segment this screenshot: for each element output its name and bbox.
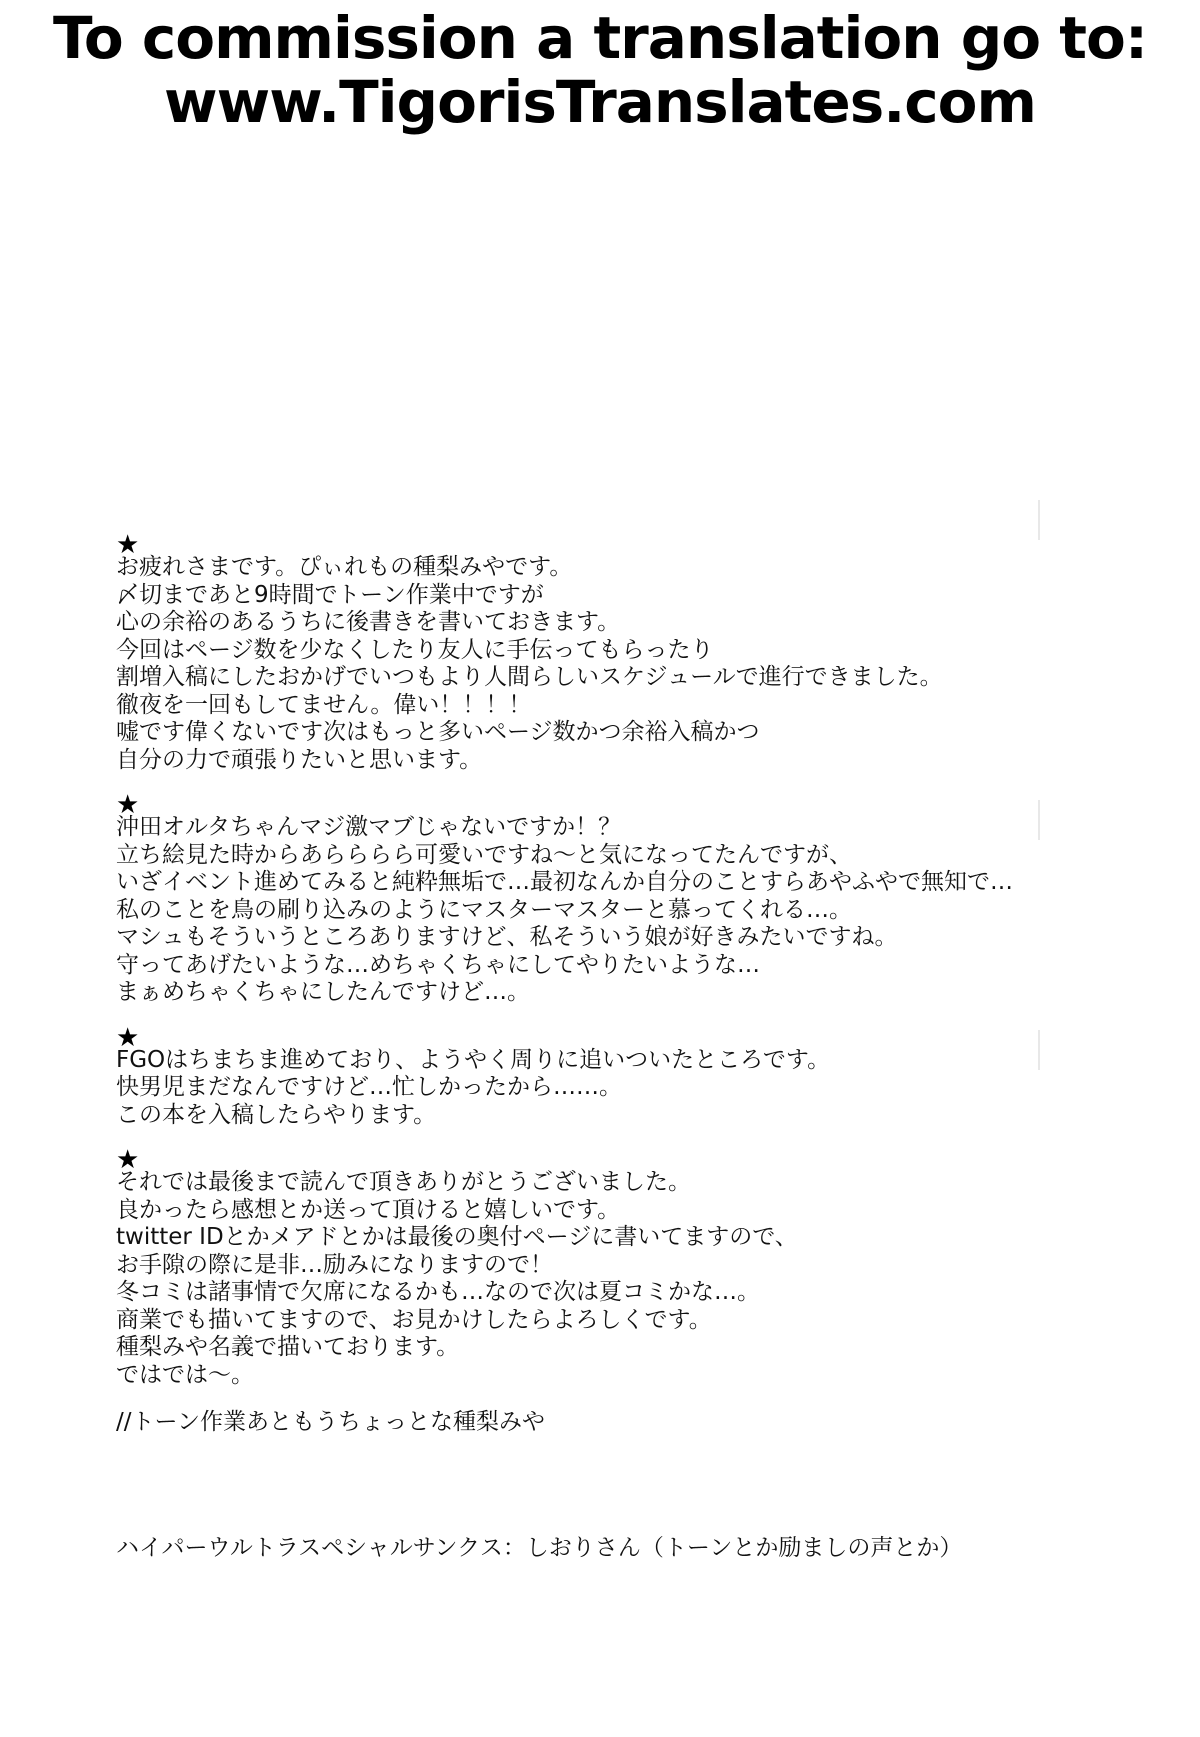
text-line: それでは最後まで読んで頂きありがとうございました。 (116, 1169, 691, 1195)
afterword-body (116, 532, 1176, 1562)
text-line: twitter IDとかメアドとかは最後の奥付ページに書いてますので、 (116, 1224, 798, 1250)
text-line: 守ってあげたいような…めちゃくちゃにしてやりたいような… (116, 951, 760, 978)
text-line: 良かったら感想とか送って頂けると嬉しいです。 (116, 1196, 621, 1223)
text-line: 今回はページ数を少なくしたり友人に手伝ってもらったり (116, 636, 714, 663)
author-signoff: //トーン作業あともうちょっとな種梨みや (116, 1409, 546, 1435)
text-line: 沖田オルタちゃんマジ激マブじゃないですか！？ (116, 814, 622, 840)
star-icon: ★ (116, 530, 140, 560)
text-line: ではでは～。 (116, 1361, 254, 1388)
text-line: 自分の力で頑張りたいと思います。 (116, 746, 483, 773)
text-line: 冬コミは諸事情で欠席になるかも…なので次は夏コミかな…。 (116, 1279, 760, 1305)
text-line: この本を入稿したらやります。 (116, 1101, 437, 1128)
header-line-website: www.TigorisTranslates.com (164, 68, 1036, 136)
text-line: FGOはちまちま進めており、ようやく周りに追いついたところです。 (116, 1046, 831, 1073)
text-line: まぁめちゃくちゃにしたんですけど…。 (116, 979, 530, 1005)
text-line: マシュもそういうところありますけど、私そういう娘が好きみたいですね。 (116, 924, 898, 950)
text-line: 嘘です偉くないです次はもっと多いページ数かつ余裕入稿かつ (116, 719, 760, 745)
text-line: 割増入稿にしたおかげでいつもより人間らしいスケジュールで進行できました。 (116, 664, 943, 690)
afterword-section-2 (116, 792, 1176, 1007)
text-line: 快男児まだなんですけど…忙しかったから……。 (116, 1074, 622, 1100)
text-line: 徹夜を一回もしてません。偉い！！！！ (116, 691, 532, 718)
afterword-section-4 (116, 1147, 1176, 1389)
special-thanks: ハイパーウルトラスペシャルサンクス：しおりさん（トーンとか励ましの声とか） (116, 1534, 963, 1561)
text-line: 心の余裕のあるうちに後書きを書いておきます。 (116, 609, 621, 635)
header-line-commission: To commission a translation go to: (52, 4, 1148, 72)
afterword-section-1 (116, 532, 1176, 774)
text-line: 商業でも描いてますので、お見かけしたらよろしくです。 (116, 1306, 712, 1333)
afterword-section-3 (116, 1022, 1176, 1130)
text-line: お手隙の際に是非…励みになりますので！ (116, 1251, 553, 1278)
text-line: お疲れさまです。ぴぃれもの種梨みやです。 (116, 554, 573, 580)
text-line: 種梨みや名義で描いております。 (116, 1334, 460, 1360)
text-line: 立ち絵見た時からあらららら可愛いですね～と気になってたんですが、 (116, 841, 852, 868)
translation-credit-header (0, 6, 1200, 134)
star-icon: ★ (116, 1145, 140, 1175)
star-icon: ★ (116, 1022, 140, 1053)
text-line: 〆切まであと9時間でトーン作業中ですが (116, 581, 544, 608)
star-icon: ★ (116, 790, 140, 820)
text-line: 私のことを鳥の刷り込みのようにマスターマスターと慕ってくれる…。 (116, 896, 852, 923)
text-line: いざイベント進めてみると純粋無垢で…最初なんか自分のことすらあやふやで無知で… (116, 869, 1013, 895)
